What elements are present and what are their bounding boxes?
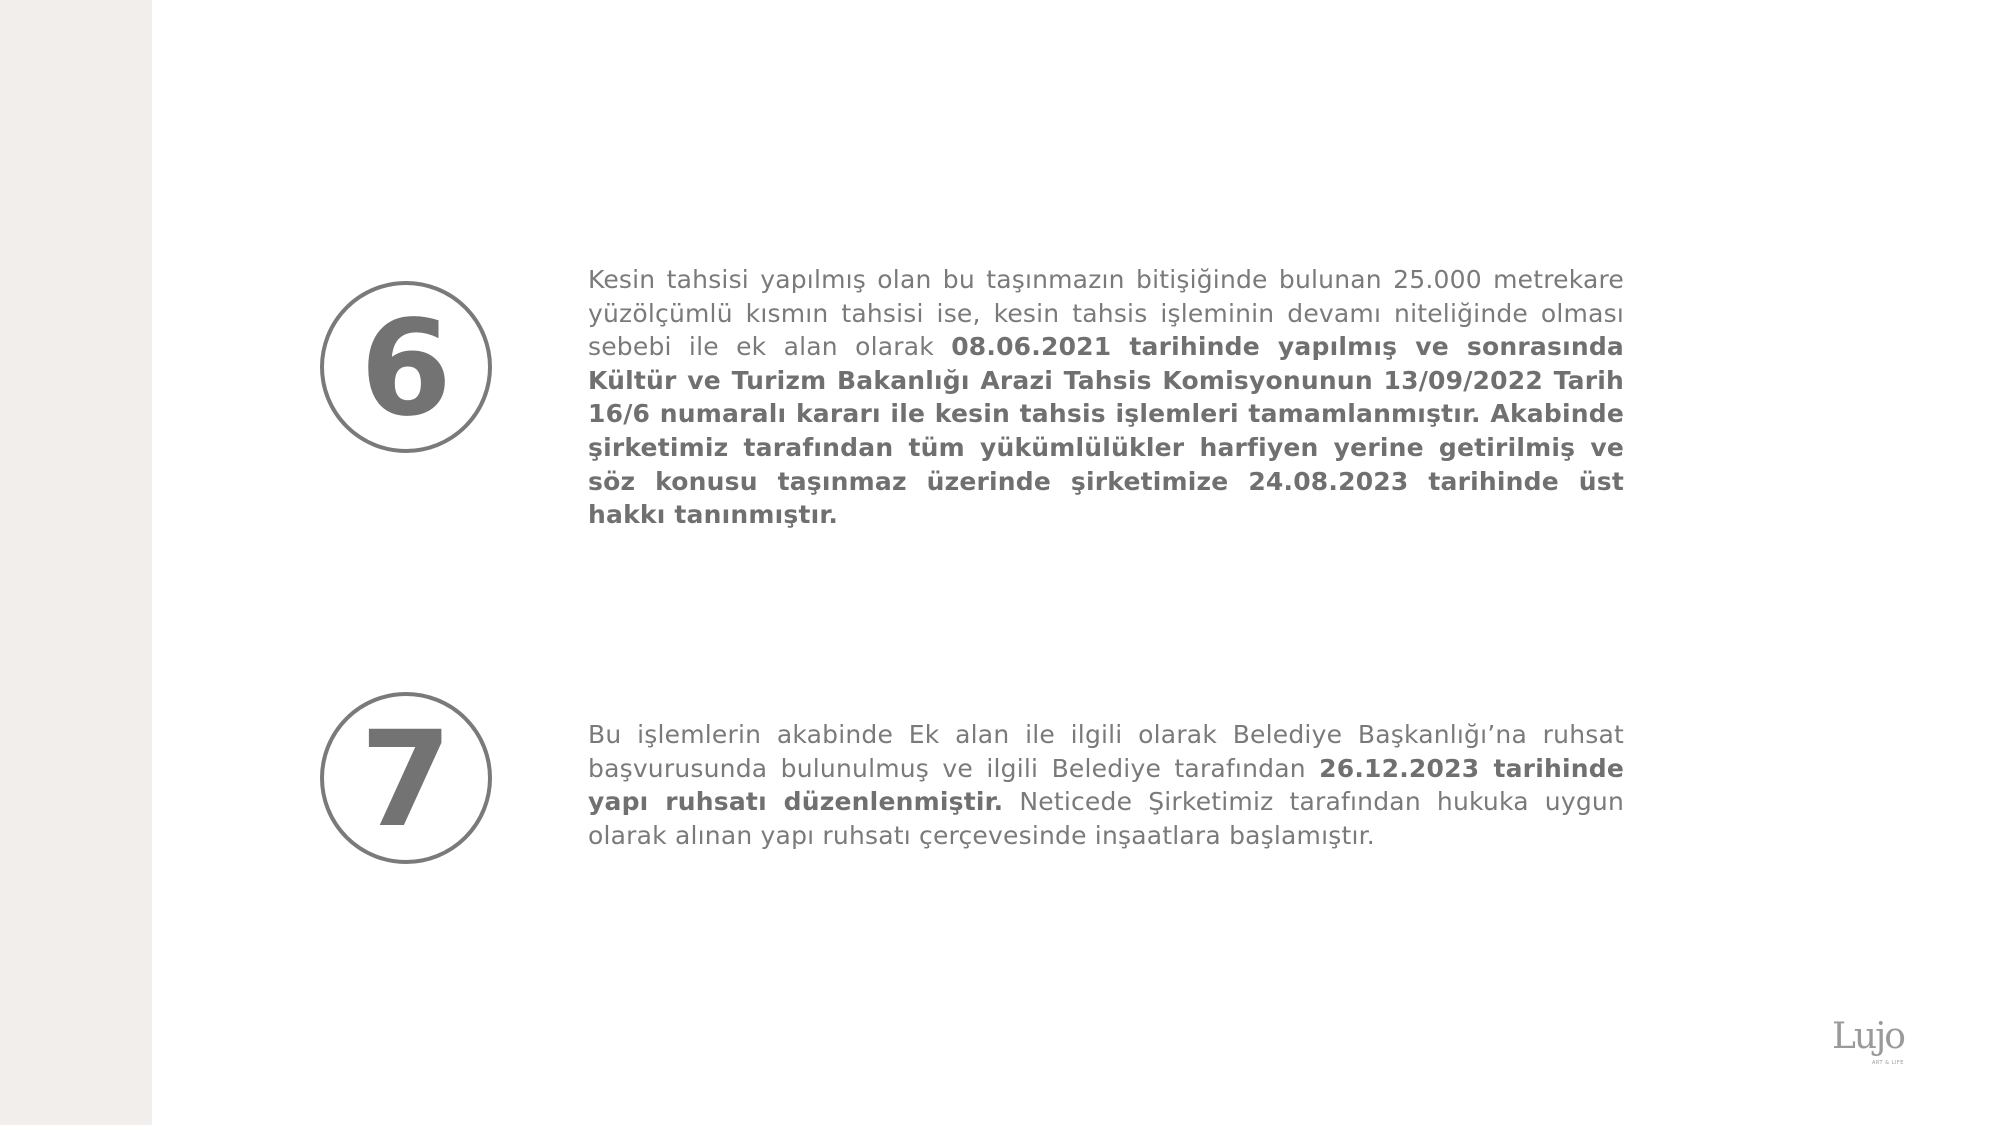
step-7-text-regular: Bu işlemlerin akabinde Ek alan ile ilgili olarak Belediye Başkanlığı’na ruhsat başvurusunda bulunulmuş ve ilgili Belediye tarafından bbox=[588, 720, 1624, 783]
step-7-text-bold: 26.12.2023 tarihinde yapı ruhsatı düzenlenmiştir. bbox=[588, 753, 1624, 817]
step-6-text-regular: Kesin tahsisi yapılmış olan bu taşınmazın bitişiğinde bulunan 25.000 metrekare yüzölçümlü kısmın tahsisi ise, kesin tahsis işleminin devamı niteliğinde olması sebebi ile ek alan olarak bbox=[588, 265, 1624, 362]
svg-text:Lujo: Lujo bbox=[1832, 1016, 1904, 1057]
step-6-text-bold: 08.06.2021 tarihinde yapılmış ve sonrasında Kültür ve Turizm Bakanlığı Arazi Tahsis Komisyonunun 13/09/2022 Tarih 16/6 numaralı kararı ile kesin tahsis işlemleri tamamlanmıştır. Akabinde şirketimiz tarafından tüm yükümlülükler harfiyen yerine getirilmiş ve söz konusu taşınmaz üzerinde şirketimize 24.08.2023 tarihinde üst hakkı tanınmıştır. bbox=[588, 332, 1624, 530]
step-6-paragraph bbox=[588, 263, 1624, 532]
lujo-logo-icon bbox=[1830, 1012, 1910, 1068]
step-7-text-regular-end: Neticede Şirketimiz tarafından hukuka uygun olarak alınan yapı ruhsatı çerçevesinde inşaatlara başlamıştır. bbox=[588, 787, 1624, 850]
svg-text:ART & LIFE: ART & LIFE bbox=[1872, 1060, 1904, 1066]
step-7-number: 7 bbox=[360, 703, 452, 857]
left-sidebar-band bbox=[0, 0, 152, 1125]
step-7-paragraph bbox=[588, 718, 1624, 852]
step-7-circle bbox=[320, 692, 492, 864]
step-6-number: 6 bbox=[360, 292, 452, 446]
step-6-circle bbox=[320, 281, 492, 453]
